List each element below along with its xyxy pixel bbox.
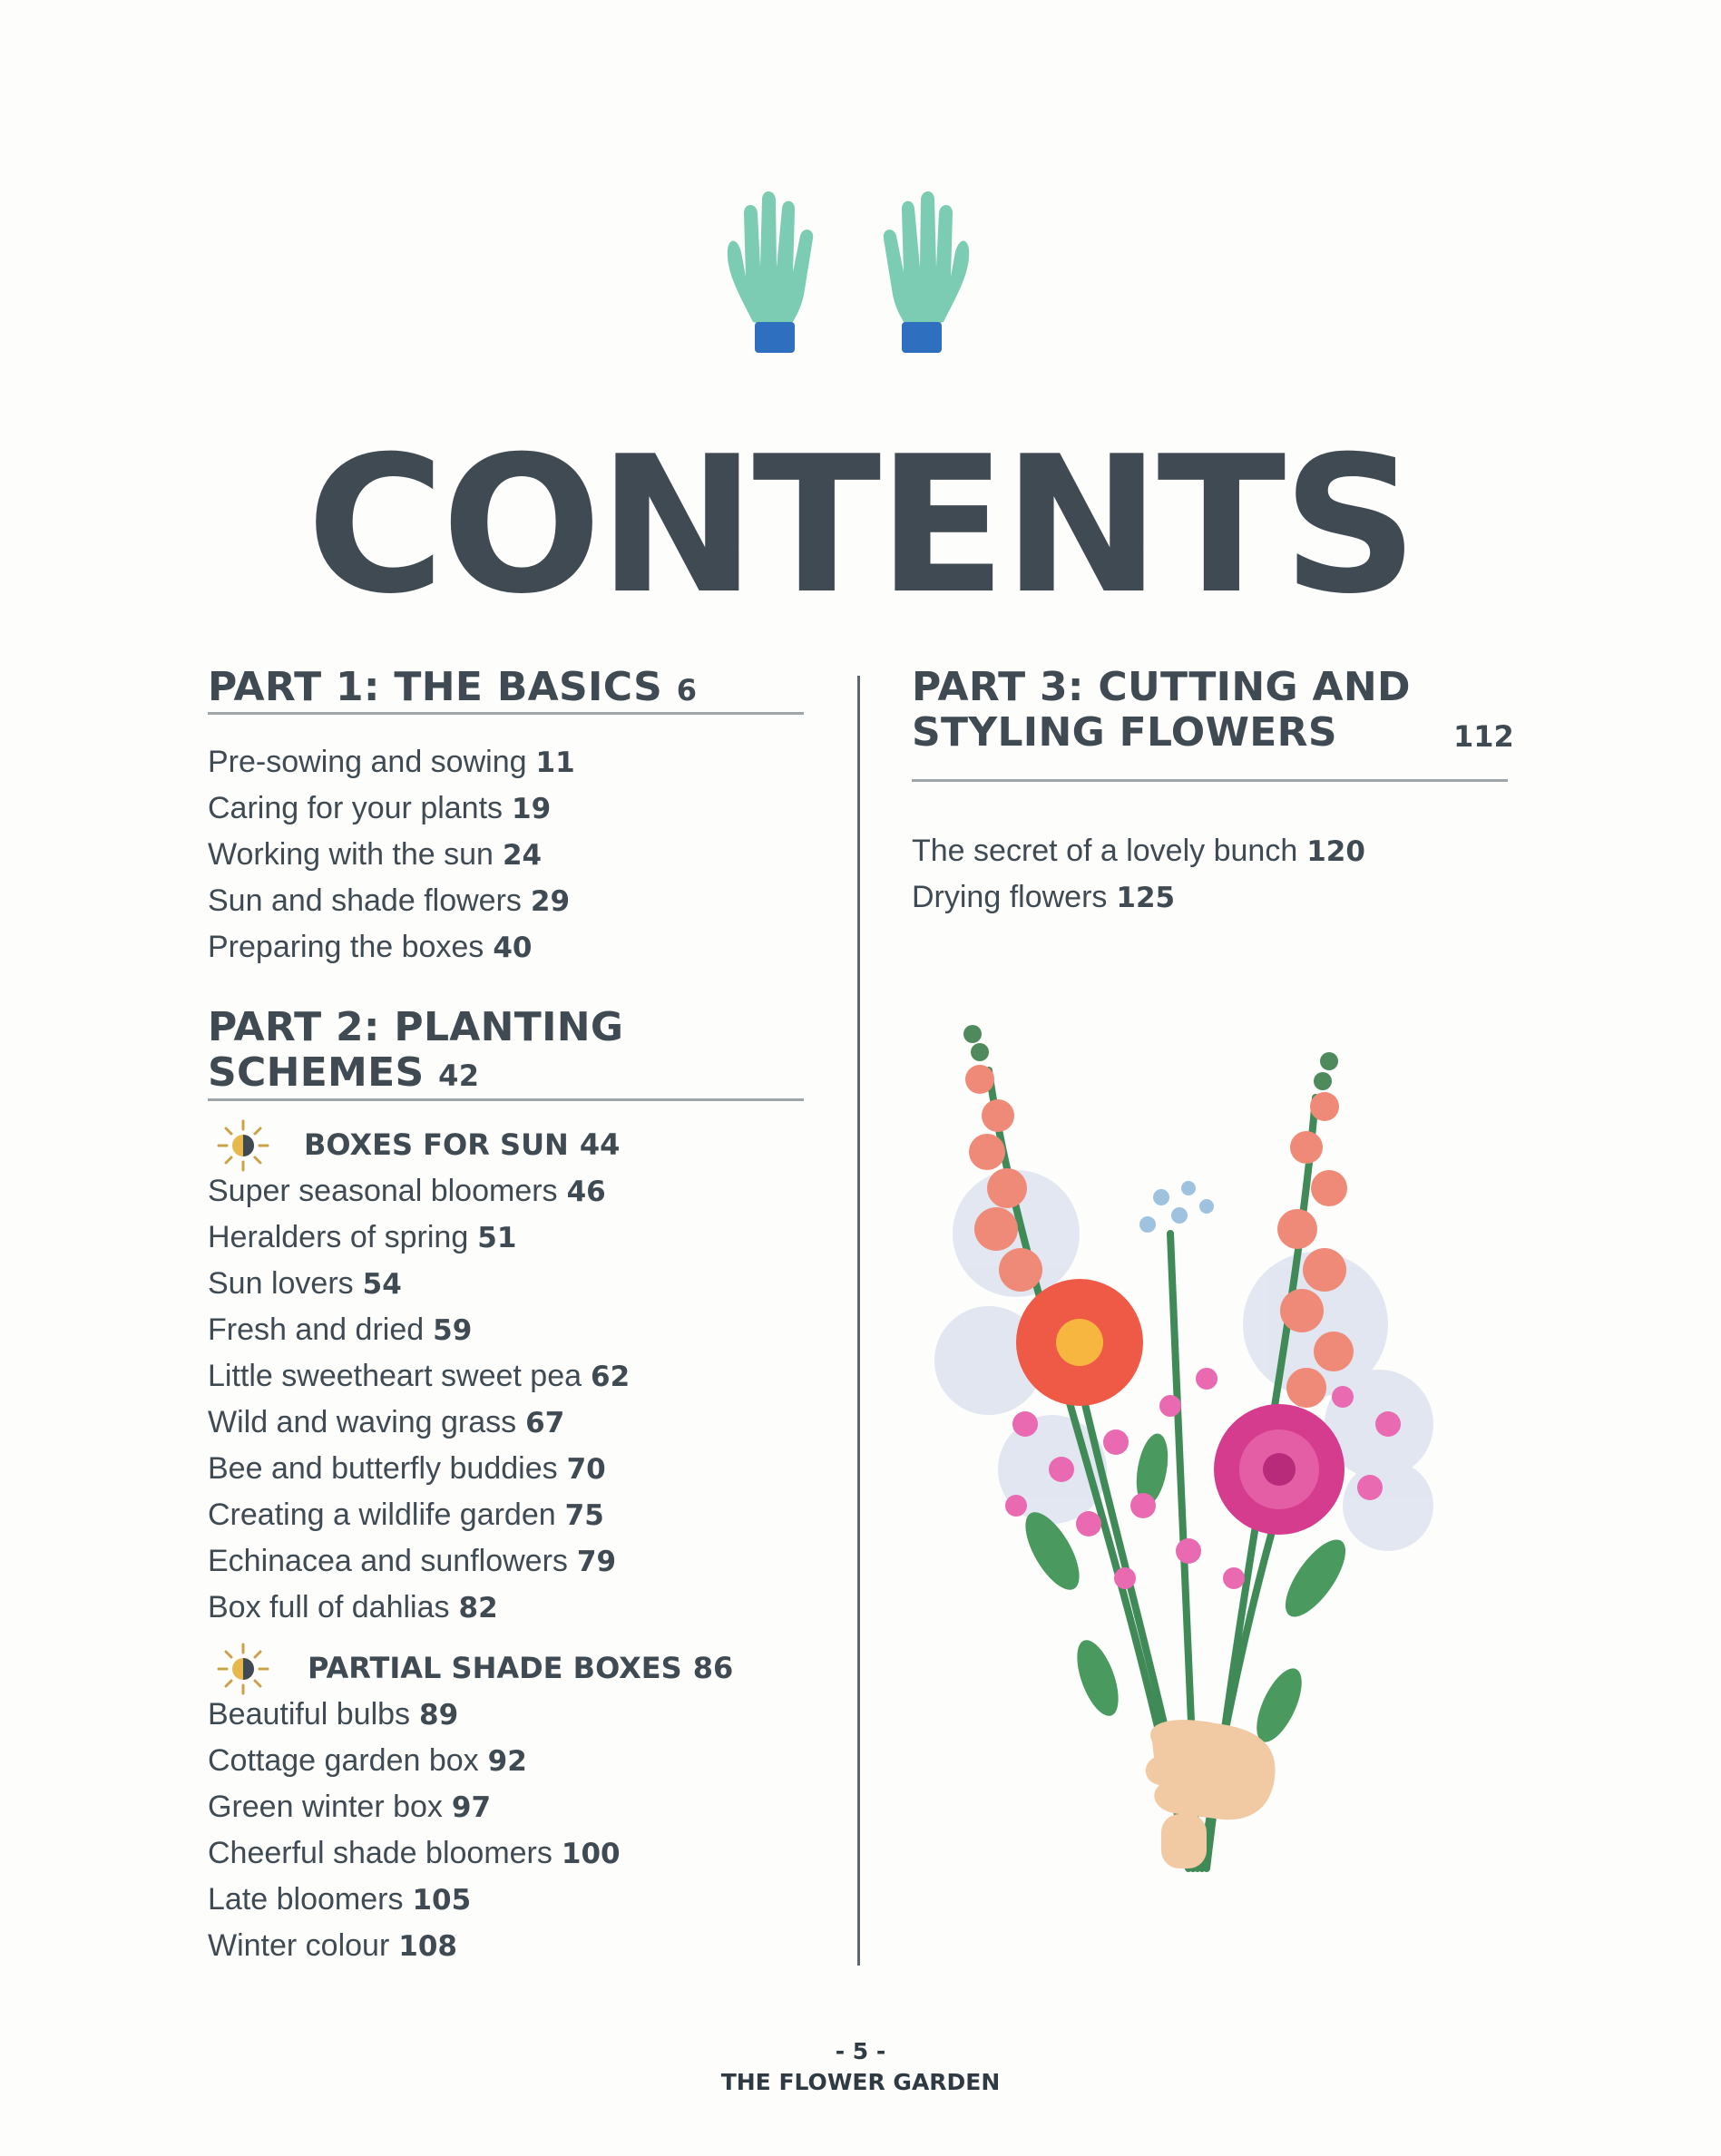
red-daisy-icon	[1016, 1279, 1143, 1406]
list-item[interactable]: Cottage garden box 92	[208, 1743, 527, 1778]
list-item[interactable]: Preparing the boxes 40	[208, 930, 533, 964]
part2-rule	[208, 1098, 804, 1101]
list-item[interactable]: Echinacea and sunflowers 79	[208, 1544, 617, 1578]
right-glove-icon	[884, 191, 969, 353]
page-title: CONTENTS	[306, 416, 1415, 636]
part3-title-line1: PART 3: CUTTING AND	[912, 664, 1411, 710]
page-footer	[0, 2036, 1721, 2098]
part1-list	[208, 739, 575, 971]
book-title: THE FLOWER GARDEN	[720, 2069, 1001, 2095]
list-item[interactable]: Green winter box 97	[208, 1790, 492, 1824]
list-item[interactable]: Cheerful shade bloomers 100	[208, 1836, 621, 1870]
part2-title-line2: SCHEMES	[208, 1049, 425, 1096]
sun-boxes-list	[208, 1168, 630, 1631]
column-divider	[857, 676, 860, 1966]
list-item[interactable]: Working with the sun 24	[208, 837, 543, 872]
list-item[interactable]: Little sweetheart sweet pea 62	[208, 1359, 631, 1393]
part2-heading	[208, 1005, 623, 1098]
left-glove-icon	[728, 191, 813, 353]
sun-boxes-heading[interactable]: BOXES FOR SUN 44	[304, 1127, 621, 1162]
list-item[interactable]: Super seasonal bloomers 46	[208, 1174, 606, 1208]
list-item[interactable]: Bee and butterfly buddies 70	[208, 1451, 606, 1486]
list-item[interactable]: Heralders of spring 51	[208, 1220, 517, 1254]
part2-page: 42	[438, 1058, 480, 1093]
part1-page: 6	[676, 673, 698, 707]
list-item[interactable]: Late bloomers 105	[208, 1882, 472, 1917]
list-item[interactable]: Pre-sowing and sowing 11	[208, 745, 575, 779]
part2-title-line1: PART 2: PLANTING	[208, 1004, 624, 1050]
list-item[interactable]: Box full of dahlias 82	[208, 1590, 498, 1624]
page-number: - 5 -	[835, 2038, 886, 2064]
partial-shade-heading[interactable]: PARTIAL SHADE BOXES 86	[308, 1651, 734, 1685]
list-item[interactable]: Sun and shade flowers 29	[208, 883, 571, 918]
part1-title: PART 1: THE BASICS	[208, 664, 663, 710]
list-item[interactable]: Wild and waving grass 67	[208, 1405, 565, 1439]
partial-shade-list	[208, 1692, 621, 1969]
part3-list	[912, 828, 1365, 921]
part3-title-line2: STYLING FLOWERS	[912, 709, 1337, 756]
list-item[interactable]: Creating a wildlife garden 75	[208, 1497, 604, 1532]
part3-rule	[912, 779, 1508, 782]
list-item[interactable]: Drying flowers 125	[912, 880, 1176, 914]
list-item[interactable]: Sun lovers 54	[208, 1266, 402, 1301]
list-item[interactable]: Winter colour 108	[208, 1928, 457, 1963]
gardening-gloves-illustration	[717, 186, 980, 376]
list-item[interactable]: The secret of a lovely bunch 120	[912, 834, 1365, 868]
sun-icon	[216, 1118, 270, 1173]
part3-heading	[912, 665, 1411, 756]
flower-bouquet-illustration	[916, 998, 1497, 1941]
list-item[interactable]: Fresh and dried 59	[208, 1312, 473, 1347]
list-item[interactable]: Beautiful bulbs 89	[208, 1697, 459, 1732]
list-item[interactable]: Caring for your plants 19	[208, 791, 552, 825]
part3-page: 112	[1453, 719, 1514, 754]
dahlia-icon	[1214, 1404, 1345, 1535]
part1-rule	[208, 712, 804, 715]
part1-heading	[208, 665, 697, 713]
partial-shade-icon	[216, 1642, 270, 1696]
